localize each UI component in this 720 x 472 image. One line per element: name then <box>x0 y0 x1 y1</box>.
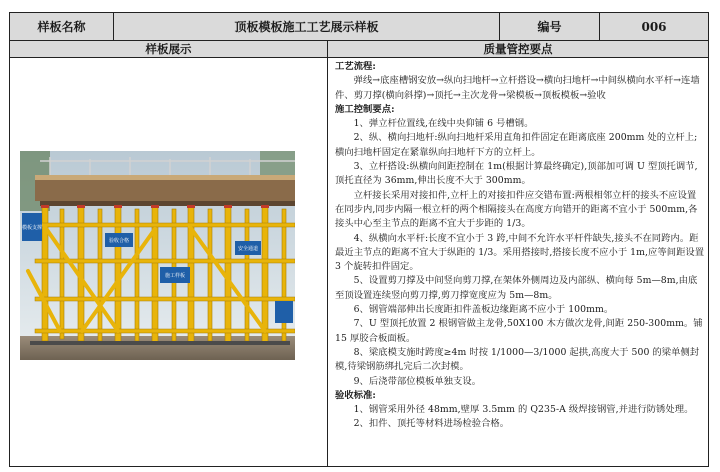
control-item: 8、梁底模支施时跨度≥4m 时按 1/1000—3/1000 起拱,高度大于 500 的梁单侧封模,待梁钢筋绑扎完后二次封模。 <box>335 346 700 373</box>
control-item: 7、U 型顶托放置 2 根钢管做主龙骨,50X100 木方做次龙骨,间距 250-300mm。铺 15 厚胶合板面板。 <box>335 318 703 344</box>
sample-title: 顶板模板施工工艺展示样板 <box>114 13 500 41</box>
control-item: 1、弹立杆位置线,在线中央仰铺 6 号槽钢。 <box>353 118 534 130</box>
acceptance-item: 1、钢管采用外径 48mm,壁厚 3.5mm 的 Q235-A 级焊接钢管,并进行防锈处理。 <box>353 404 694 416</box>
showcase-cell <box>10 58 328 466</box>
label-sample-name: 样板名称 <box>10 13 114 41</box>
sample-sheet <box>9 12 709 467</box>
sign-text: 安全通道 <box>237 246 259 252</box>
control-item: 5、设置剪刀撑及中间竖向剪刀撑,在架体外侧周边及内部纵、横向每 5m—8m,由底至顶设置连续竖向剪刀撑,剪刀撑宽度应为 5m—8m。 <box>335 275 698 301</box>
subheader-quality-points: 质量管控要点 <box>328 41 708 58</box>
control-item: 3、立杆搭设:纵横向间距控制在 1m(根据计算最终确定),顶部加可调 U 型顶托调节,顶托直径为 36mm,伸出长度不大于 300mm。 <box>335 161 698 187</box>
sign-text: 施工样板 <box>164 273 186 279</box>
quality-points-text <box>335 60 705 465</box>
subheader-showcase: 样板展示 <box>10 41 328 58</box>
control-item: 6、钢管端部伸出长度距扣件盖板边缘距离不应小于 100mm。 <box>353 304 614 316</box>
control-item: 立杆接长采用对接扣件,立杆上的对接扣件应交错布置:两根相邻立杆的接头不应设置在同步内,同步内隔一根立杆的两个相隔接头在高度方向错开的距离不宜小于 500mm,各接头中心至主节点的距离不宜大于步距的 1/3。 <box>335 189 698 230</box>
sign-text: 模板支撑 <box>21 225 43 231</box>
label-number: 编号 <box>500 13 600 41</box>
sample-number: 006 <box>600 13 708 41</box>
process-heading: 工艺流程: <box>335 61 376 72</box>
process-flow: 弹线→底座槽钢安放→纵向扫地杆→立杆搭设→横向扫地杆→中间纵横向水平杆→连墙件、剪刀撑(横向斜撑)→顶托→主次龙骨→梁模板→顶板模板→验收 <box>335 75 700 101</box>
acceptance-heading: 验收标准: <box>335 389 376 401</box>
sign-text: 验收合格 <box>108 238 130 244</box>
control-item: 4、纵横向水平杆:长度不宜小于 3 跨,中间不允许水平杆件缺失,接头不在同跨内。距最近主节点的距离不宜大于纵距的 1/3。采用搭接时,搭接长度不应小于 1m,应等间距设置 3 个旋转扣件固定。 <box>335 232 705 273</box>
control-item: 2、纵、横向扫地杆:纵向扫地杆采用直角扣件固定在距离底座 200mm 处的立杆上;横向扫地杆固定在紧靠纵向扫地杆下方的立杆上。 <box>335 132 698 158</box>
acceptance-item: 2、扣件、顶托等材料进场检验合格。 <box>353 418 510 430</box>
formwork-scaffold-photo <box>20 151 295 360</box>
control-heading: 施工控制要点: <box>335 103 395 115</box>
control-item: 9、后浇带部位模板单独支设。 <box>353 375 482 387</box>
